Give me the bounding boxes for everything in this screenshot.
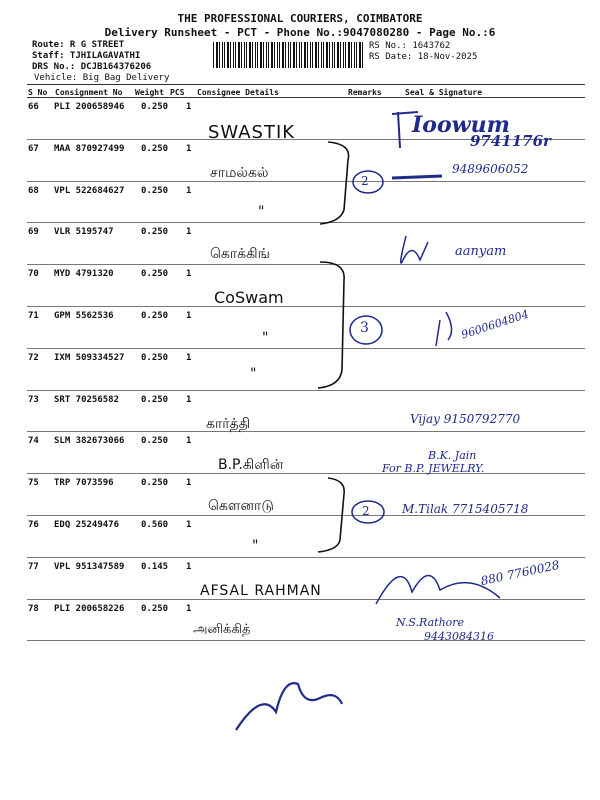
row-consignment-no: SLM 382673066 bbox=[54, 436, 125, 447]
row-sno: 70 bbox=[28, 269, 39, 280]
handwritten-name-71: CoSwam bbox=[214, 288, 284, 307]
row-consignment-no: EDQ 25249476 bbox=[54, 520, 120, 530]
handwritten-name-77: AFSAL RAHMAN bbox=[200, 583, 322, 599]
row-pcs: 1 bbox=[186, 185, 192, 196]
signature-68-phone: 9489606052 bbox=[452, 162, 529, 176]
handwritten-name-78: அனிக்கித் bbox=[193, 622, 251, 637]
row-consignment-no: VPL 522684627 bbox=[54, 185, 125, 196]
row-pcs: 1 bbox=[186, 102, 192, 112]
signature-66-phone: 9741176r bbox=[470, 132, 551, 150]
row-sno: 77 bbox=[28, 561, 39, 572]
row-sno: 68 bbox=[28, 185, 39, 196]
runsheet-subtitle: Delivery Runsheet - PCT - Phone No.:9047080280 - Page No.:6 bbox=[104, 26, 496, 39]
row-pcs: 1 bbox=[186, 269, 192, 280]
row-pcs: 1 bbox=[186, 227, 192, 238]
vehicle-label: Vehicle: Big Bag Delivery bbox=[34, 73, 170, 83]
row-weight: 0.250 bbox=[141, 269, 169, 280]
staff-label: Staff: TJHILAGAVATHI bbox=[32, 51, 141, 61]
row-sno: 73 bbox=[28, 394, 39, 405]
drs-number: DRS No.: DCJB164376206 bbox=[32, 62, 152, 72]
row-sno: 69 bbox=[28, 227, 39, 238]
row-consignment-no: VPL 951347589 bbox=[54, 561, 125, 572]
row-pcs: 1 bbox=[186, 352, 192, 363]
row-weight: 0.250 bbox=[141, 603, 169, 614]
col-consignment: Consignment No bbox=[55, 88, 123, 97]
row-weight: 0.560 bbox=[141, 520, 169, 530]
row-consignment-no: TRP 7073596 bbox=[54, 478, 114, 489]
col-pcs: PCS bbox=[170, 88, 185, 97]
row-sno: 75 bbox=[28, 478, 39, 489]
row-weight: 0.250 bbox=[141, 102, 169, 112]
row-sno: 78 bbox=[28, 603, 39, 614]
ditto-mark-68: " bbox=[258, 204, 265, 220]
circled-count-2b: 2 bbox=[362, 504, 370, 518]
row-weight: 0.250 bbox=[141, 227, 169, 238]
handwritten-name-74: B.P.கிளின் bbox=[218, 457, 284, 473]
row-consignment-no: IXM 509334527 bbox=[54, 352, 125, 363]
row-pcs: 1 bbox=[186, 561, 192, 572]
row-pcs: 1 bbox=[186, 520, 192, 530]
row-pcs: 1 bbox=[186, 603, 192, 614]
signature-76: M.Tilak 7715405718 bbox=[402, 502, 529, 516]
row-sno: 71 bbox=[28, 311, 39, 321]
circled-count-2: 2 bbox=[361, 174, 369, 188]
col-remarks: Remarks bbox=[348, 88, 382, 97]
col-sno: S No bbox=[28, 88, 48, 97]
signature-69: aanyam bbox=[455, 244, 507, 259]
row-consignment-no: MYD 4791320 bbox=[54, 269, 114, 280]
row-sno: 74 bbox=[28, 436, 39, 447]
row-consignment-no: PLI 200658946 bbox=[54, 102, 125, 112]
row-weight: 0.250 bbox=[141, 394, 169, 405]
company-title: THE PROFESSIONAL COURIERS, COIMBATORE bbox=[177, 12, 423, 25]
col-seal-signature: Seal & Signature bbox=[405, 88, 483, 97]
circled-count-3: 3 bbox=[360, 320, 369, 336]
rs-number: RS No.: 1643762 bbox=[369, 41, 451, 51]
signature-78-phone: 9443084316 bbox=[424, 630, 494, 643]
row-pcs: 1 bbox=[186, 311, 192, 321]
signature-73: Vijay 9150792770 bbox=[410, 412, 521, 426]
signature-77-phone: 880 7760028 bbox=[479, 557, 561, 589]
row-weight: 0.250 bbox=[141, 436, 169, 447]
row-weight: 0.250 bbox=[141, 143, 169, 154]
handwritten-name-70: கொக்கிங் bbox=[210, 246, 270, 262]
col-weight: Weight bbox=[135, 88, 164, 97]
row-weight: 0.145 bbox=[141, 561, 169, 572]
ditto-mark-77: " bbox=[252, 538, 259, 554]
signature-66: Ioowum bbox=[412, 112, 510, 138]
signature-74-name: B.K. Jain bbox=[428, 449, 477, 462]
row-pcs: 1 bbox=[186, 394, 192, 405]
handwritten-name-76: கௌனாடு bbox=[208, 498, 274, 514]
route-label: Route: R G STREET bbox=[32, 40, 125, 50]
ditto-mark-73: " bbox=[250, 366, 257, 382]
row-weight: 0.250 bbox=[141, 352, 169, 363]
row-weight: 0.250 bbox=[141, 185, 169, 196]
row-consignment-no: MAA 870927499 bbox=[54, 143, 125, 154]
row-consignment-no: PLI 200658226 bbox=[54, 603, 125, 614]
row-weight: 0.250 bbox=[141, 311, 169, 321]
signature-71-phone: 9600604804 bbox=[459, 307, 531, 342]
row-pcs: 1 bbox=[186, 436, 192, 447]
row-consignment-no: VLR 5195747 bbox=[54, 227, 114, 238]
row-sno: 67 bbox=[28, 143, 39, 154]
signature-78-name: N.S.Rathore bbox=[396, 616, 465, 629]
ditto-mark-72: " bbox=[262, 330, 269, 346]
row-weight: 0.250 bbox=[141, 478, 169, 489]
row-pcs: 1 bbox=[186, 478, 192, 489]
handwritten-name-73: கார்த்தி bbox=[206, 416, 251, 432]
signature-74-firm: For B.P. JEWELRY. bbox=[382, 462, 485, 475]
row-sno: 72 bbox=[28, 352, 39, 363]
row-pcs: 1 bbox=[186, 143, 192, 154]
row-consignment-no: SRT 70256582 bbox=[54, 394, 120, 405]
row-consignment-no: GPM 5562536 bbox=[54, 311, 114, 321]
row-sno: 76 bbox=[28, 520, 39, 530]
row-sno: 66 bbox=[28, 102, 39, 112]
handwritten-name-66: SWASTIK bbox=[208, 122, 296, 143]
col-consignee: Consignee Details bbox=[197, 88, 279, 97]
rs-date: RS Date: 18-Nov-2025 bbox=[369, 52, 478, 62]
handwritten-name-67: சாமல்கல் bbox=[210, 165, 269, 181]
